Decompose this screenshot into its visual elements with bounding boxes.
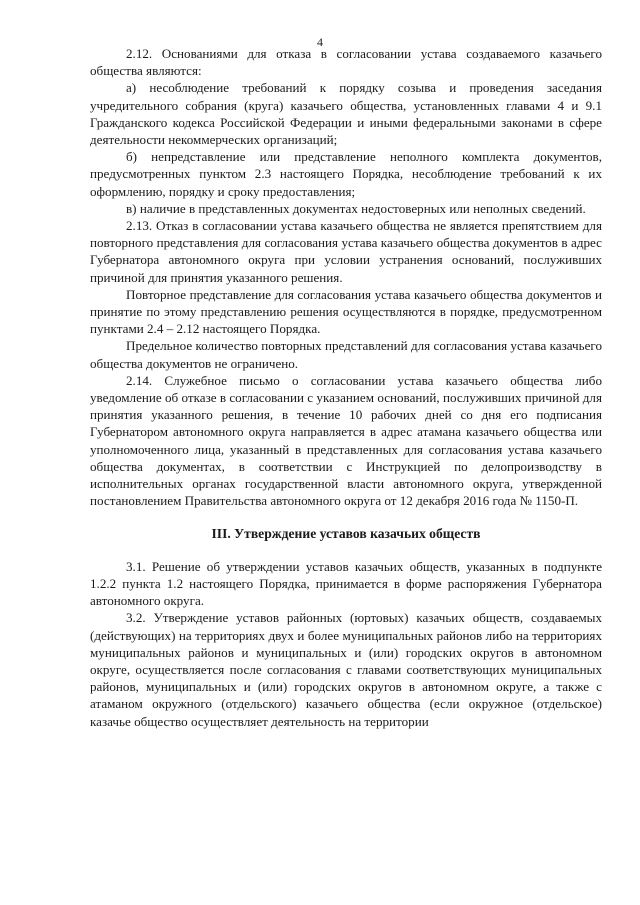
paragraph-2-12-c: в) наличие в представленных документах недостоверных или неполных сведений.	[126, 200, 586, 216]
paragraph-repeat-submission: Повторное представление для согласования устава казачьего общества документов и принятие по этому представлению решения осуществляются в порядке, предусмотренном пунктами 2.4 – 2.12 настоящего Порядка.	[90, 286, 602, 337]
section-heading: III. Утверждение уставов казачьих обществ	[211, 526, 481, 542]
document-body	[90, 45, 602, 730]
paragraph-2-12: 2.12. Основаниями для отказа в согласовании устава создаваемого казачьего общества являются:	[90, 46, 602, 79]
paragraph-limit: Предельное количество повторных представлений для согласования устава казачьего общества документов не ограничено.	[90, 338, 602, 371]
paragraph-2-14: 2.14. Служебное письмо о согласовании устава казачьего общества либо уведомление об отказе в согласовании с указанием оснований, послуживших причиной для принятия указанного решения, в течение 10 рабочих дней со дня его подписания Губернатором автономного округа направляется в адрес атамана казачьего общества или уполномоченного лица, указанный в представленных для согласования устава казачьего общества документах, в соответствии с Инструкцией по делопроизводству в исполнительных органах государственной власти автономного округа, утвержденной постановлением Правительства автономного округа от 12 декабря 2016 года № 1150-П.	[90, 372, 602, 509]
paragraph-2-12-a: а) несоблюдение требований к порядку созыва и проведения заседания учредительного собрания (круга) казачьего общества, установленных главами 4 и 9.1 Гражданского кодекса Российской Федерации и иными федеральными законами в сфере деятельности некоммерческих организаций;	[90, 80, 602, 148]
paragraph-2-12-b: б) непредставление или представление неполного комплекта документов, предусмотренных пунктом 2.3 настоящего Порядка, несоблюдение требований к их оформлению, порядку и сроку предоставления;	[90, 149, 602, 199]
paragraph-3-2: 3.2. Утверждение уставов районных (юртовых) казачьих обществ, создаваемых (действующих) на территориях двух и более муниципальных районов либо на территориях муниципальных районов и муниципальных и (или) городских округов в автономном округе, осуществляется после согласования с главами соответствующих муниципальных районов, муниципальных и (или) городских округов в автономном округе, а также с атаманом окружного (отдельского) казачьего общества (если окружное (отдельское) казачье общество осуществляет деятельность на территории	[90, 610, 602, 729]
paragraph-3-1: 3.1. Решение об утверждении уставов казачьих обществ, указанных в подпункте 1.2.2 пункта 1.2 настоящего Порядка, принимается в форме распоряжения Губернатора автономного округа.	[90, 558, 602, 609]
paragraph-2-13: 2.13. Отказ в согласовании устава казачьего общества не является препятствием для повторного представления для согласования устава казачьего общества документов в адрес Губернатора автономного округа при условии устранения оснований, послуживших причиной для принятия указанного решения.	[90, 218, 602, 285]
page-number: 4	[317, 35, 323, 49]
